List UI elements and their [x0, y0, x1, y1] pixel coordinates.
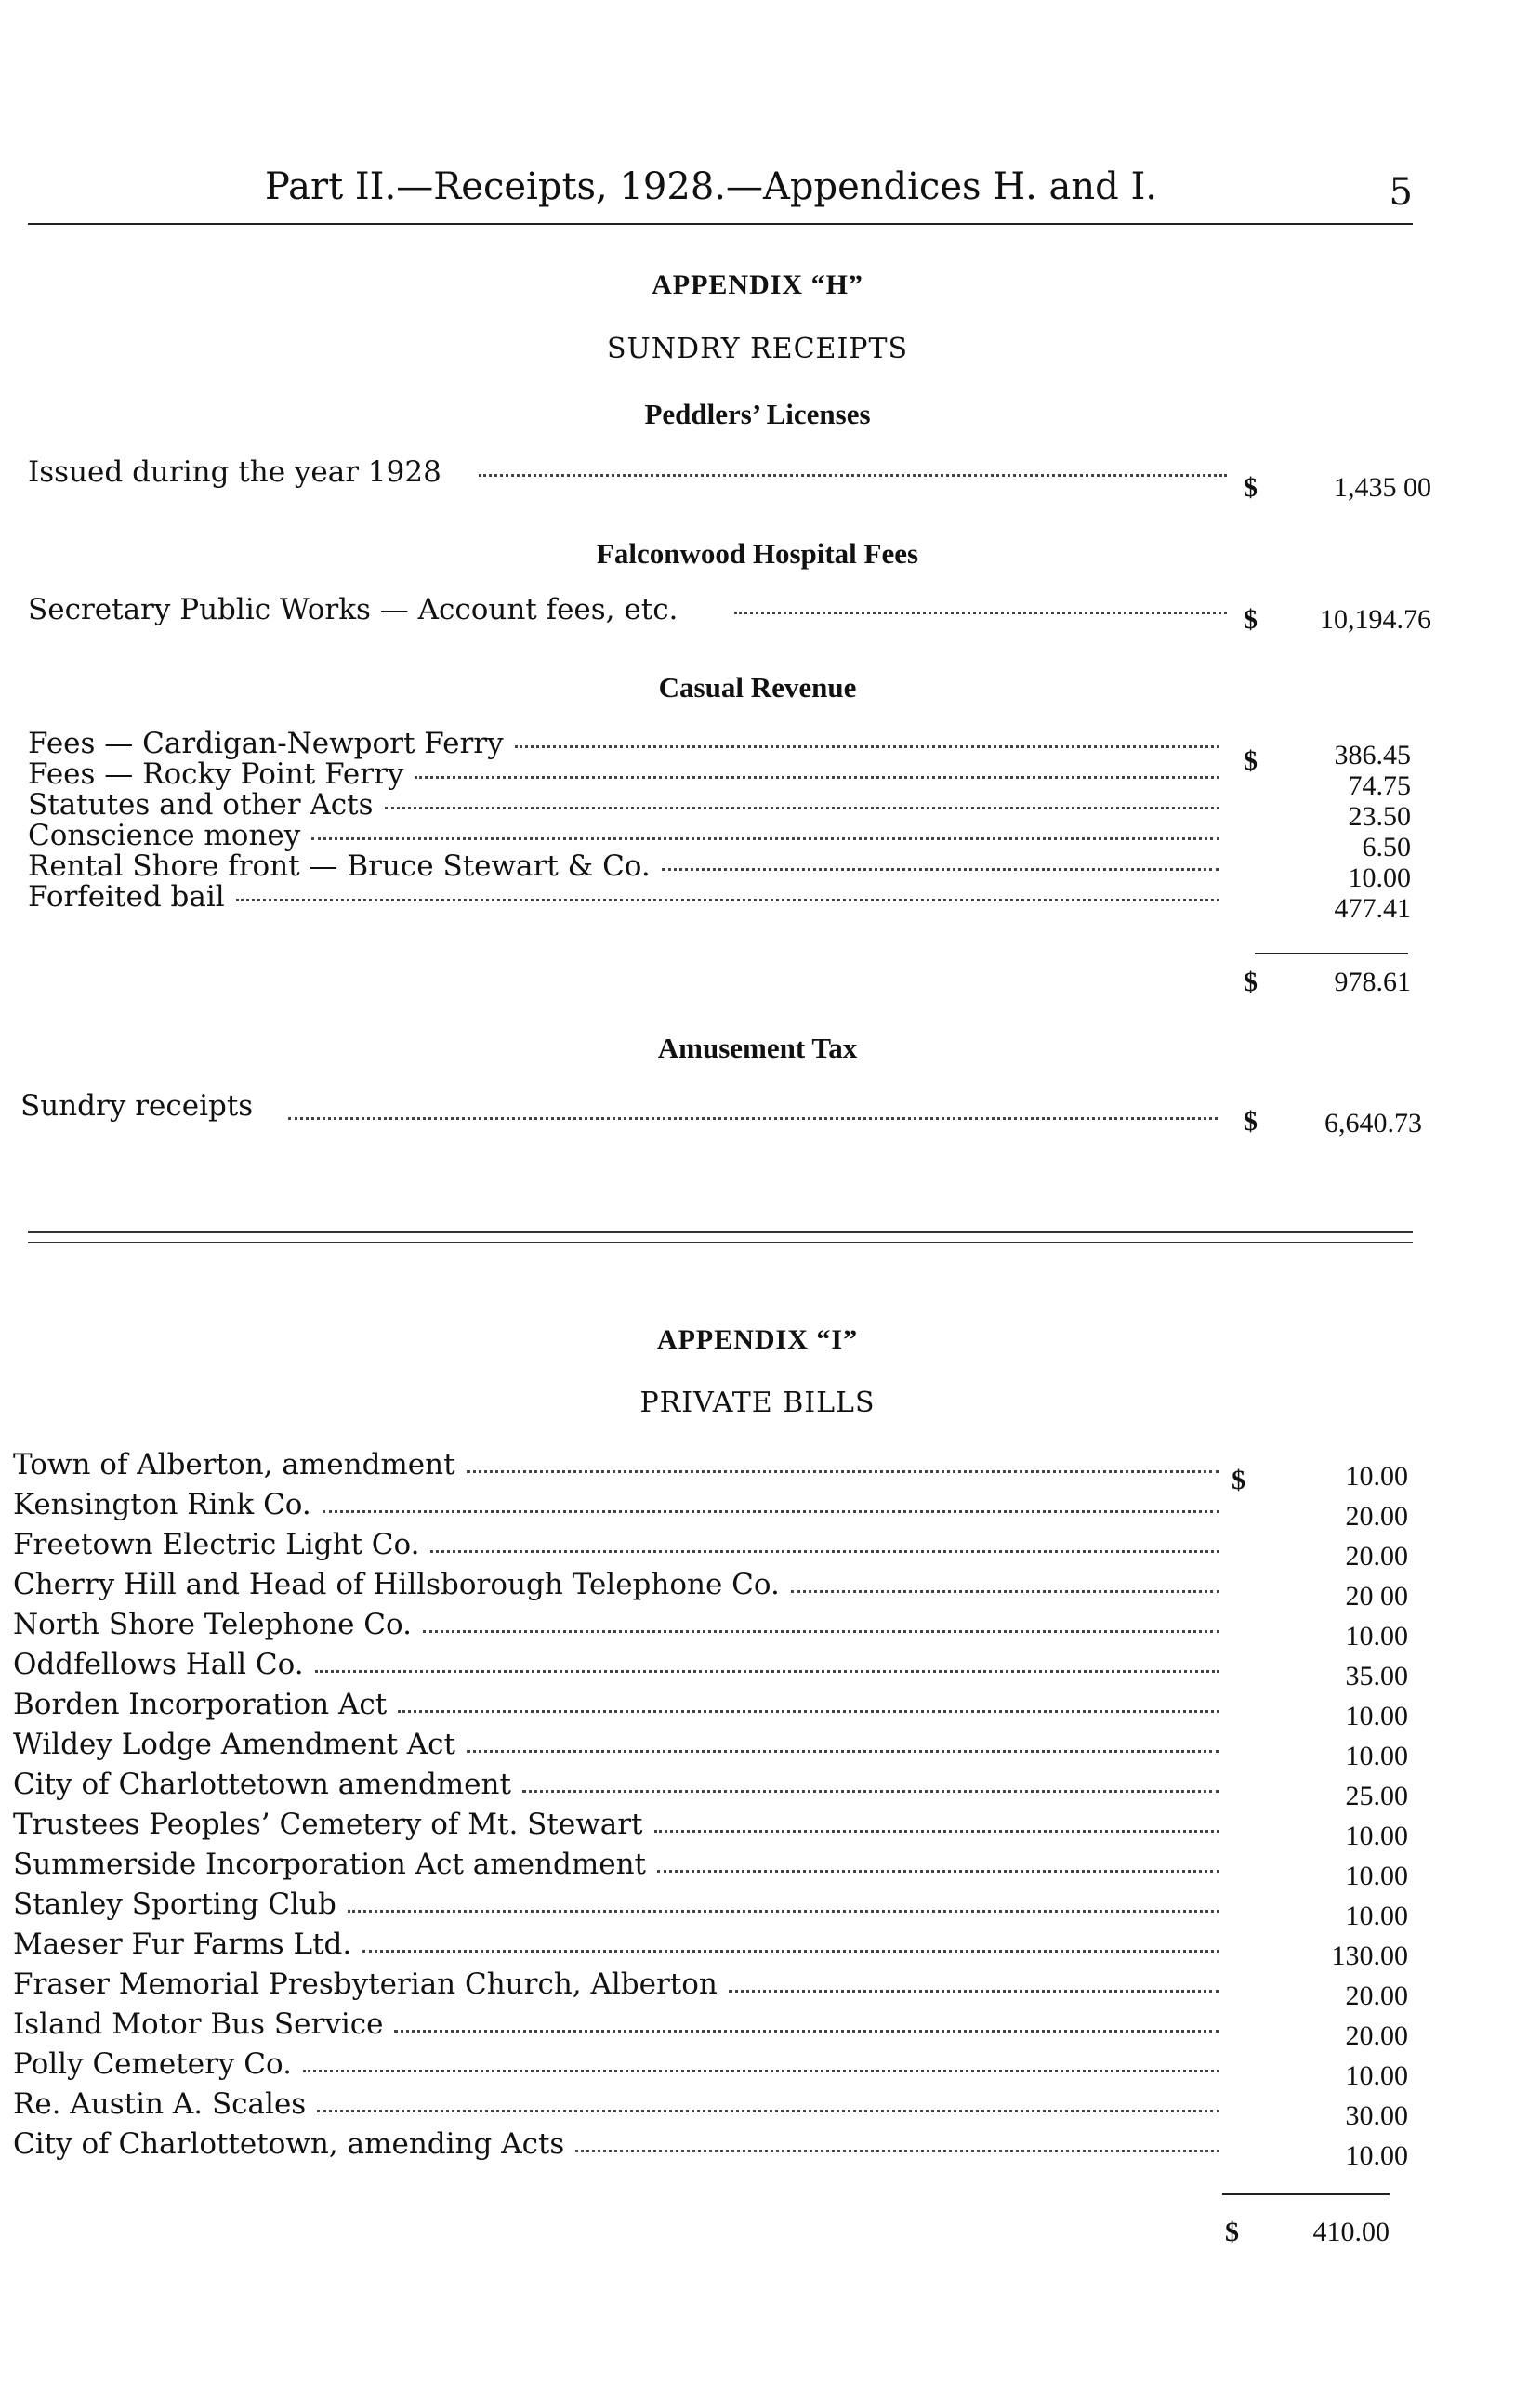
peddlers-row: [0, 455, 1515, 503]
private-bill-amount: 10.00: [1345, 1901, 1408, 1931]
bills-sum-rule: [1222, 2193, 1390, 2195]
leader-dots: [398, 1710, 1219, 1713]
casual-revenue-amount: 74.75: [1348, 770, 1411, 801]
leader-dots: [467, 1750, 1219, 1753]
currency-symbol: $: [1244, 967, 1258, 997]
peddlers-heading: Peddlers’ Licenses: [644, 398, 871, 430]
private-bill-row: [0, 1528, 1515, 1572]
casual-total-row: [0, 967, 1515, 1007]
private-bill-row: [0, 1648, 1515, 1689]
header-rule: [28, 223, 1413, 225]
leader-dots: [479, 474, 1227, 477]
casual-revenue-label: Fees — Cardigan-Newport Ferry: [28, 727, 504, 760]
bills-total: 410.00: [1312, 2217, 1390, 2247]
private-bill-amount: 10.00: [1345, 2140, 1408, 2171]
appendix-i-heading: APPENDIX “I”: [656, 1324, 859, 1355]
leader-dots: [654, 1830, 1219, 1833]
leader-dots: [303, 2070, 1219, 2072]
falconwood-heading: Falconwood Hospital Fees: [596, 537, 919, 570]
casual-heading: Casual Revenue: [658, 671, 857, 704]
casual-revenue-amount: 386.45: [1334, 740, 1411, 770]
currency-symbol: $: [1244, 472, 1258, 503]
leader-dots: [394, 2030, 1219, 2033]
private-bill-amount: 10.00: [1345, 1821, 1408, 1851]
header-title: Part II.—Receipts, 1928.—Appendices H. and I.: [265, 165, 1157, 208]
private-bill-amount: 10.00: [1345, 1701, 1408, 1731]
leader-dots: [348, 1910, 1219, 1913]
falconwood-row: [0, 593, 1515, 634]
section-divider: [28, 1231, 1413, 1233]
private-bill-row: [0, 1848, 1515, 1891]
amusement-amount: 6,640.73: [1324, 1108, 1422, 1138]
private-bill-row: [0, 2087, 1515, 2131]
private-bill-label: Borden Incorporation Act: [13, 1688, 388, 1721]
private-bill-row: [0, 1728, 1515, 1769]
private-bill-label: City of Charlottetown, amending Acts: [13, 2127, 565, 2161]
private-bill-label: Stanley Sporting Club: [13, 1888, 336, 1921]
casual-revenue-amount: 477.41: [1334, 893, 1411, 924]
private-bill-label: Cherry Hill and Head of Hillsborough Telephone Co.: [13, 1568, 780, 1601]
casual-revenue-label: Statutes and other Acts: [28, 788, 374, 822]
leader-dots: [657, 1870, 1219, 1873]
appendix-i-title: PRIVATE BILLS: [639, 1387, 876, 1419]
casual-sum-rule: [1255, 953, 1408, 954]
section-divider: [28, 1242, 1413, 1243]
private-bill-label: Island Motor Bus Service: [13, 2007, 384, 2041]
casual-revenue-amount: 10.00: [1348, 862, 1411, 893]
leader-dots: [317, 2110, 1219, 2112]
amusement-label: Sundry receipts: [20, 1089, 254, 1123]
appendix-h-heading: APPENDIX “H”: [652, 270, 863, 300]
page-number: 5: [1389, 171, 1413, 214]
private-bill-row: [0, 2007, 1515, 2051]
private-bill-amount: 130.00: [1331, 1941, 1408, 1971]
leader-dots: [430, 1550, 1219, 1553]
currency-symbol: $: [1244, 1106, 1258, 1137]
private-bill-label: Re. Austin A. Scales: [13, 2087, 307, 2121]
casual-revenue-amount-row: [0, 893, 1515, 934]
leader-dots: [729, 1990, 1219, 1993]
private-bill-amount: 10.00: [1345, 1741, 1408, 1771]
private-bill-amount: 30.00: [1345, 2100, 1408, 2131]
currency-symbol: $: [1232, 1465, 1245, 1495]
peddlers-label: Issued during the year 1928: [28, 455, 441, 489]
private-bill-row: [0, 1688, 1515, 1729]
private-bill-label: Maeser Fur Farms Ltd.: [13, 1928, 352, 1961]
private-bill-amount: 10.00: [1345, 2060, 1408, 2091]
leader-dots: [734, 612, 1227, 614]
casual-revenue-amount: 6.50: [1362, 832, 1411, 862]
casual-revenue-label: Fees — Rocky Point Ferry: [28, 757, 404, 791]
private-bill-row: [0, 1928, 1515, 1971]
private-bill-label: Summerside Incorporation Act amendment: [13, 1848, 647, 1881]
private-bill-amount: 20.00: [1345, 2020, 1408, 2051]
bills-total-row: [0, 2217, 1515, 2257]
leader-dots: [522, 1790, 1219, 1793]
appendix-h-title: SUNDRY RECEIPTS: [606, 333, 909, 365]
leader-dots: [323, 1510, 1219, 1513]
private-bill-label: Freetown Electric Light Co.: [13, 1528, 420, 1561]
peddlers-amount: 1,435 00: [1334, 472, 1431, 503]
private-bill-amount: 20 00: [1345, 1581, 1408, 1612]
private-bill-row: [0, 1888, 1515, 1931]
leader-dots: [575, 2150, 1219, 2152]
private-bill-label: Wildey Lodge Amendment Act: [13, 1728, 456, 1761]
amusement-row: [0, 1089, 1515, 1138]
private-bill-amount: 20.00: [1345, 1541, 1408, 1572]
private-bill-label: Town of Alberton, amendment: [13, 1448, 455, 1481]
private-bill-label: City of Charlottetown amendment: [13, 1768, 511, 1801]
private-bill-row: [0, 1808, 1515, 1849]
casual-revenue-label: Forfeited bail: [28, 880, 225, 914]
private-bill-amount: 20.00: [1345, 1501, 1408, 1532]
casual-total: 978.61: [1334, 967, 1411, 997]
private-bill-amount: 25.00: [1345, 1781, 1408, 1811]
falconwood-label: Secretary Public Works — Account fees, etc.: [28, 593, 678, 626]
leader-dots: [423, 1630, 1219, 1633]
private-bill-label: Polly Cemetery Co.: [13, 2047, 292, 2081]
private-bill-amount: 35.00: [1345, 1661, 1408, 1691]
casual-revenue-amount: 23.50: [1348, 801, 1411, 832]
private-bill-row: [0, 1568, 1515, 1612]
private-bill-row: [0, 1608, 1515, 1649]
currency-symbol: $: [1244, 745, 1258, 776]
amusement-heading: Amusement Tax: [657, 1032, 858, 1064]
private-bill-label: North Shore Telephone Co.: [13, 1608, 412, 1641]
leader-dots: [791, 1590, 1219, 1593]
private-bill-label: Oddfellows Hall Co.: [13, 1648, 304, 1681]
currency-symbol: $: [1244, 604, 1258, 635]
casual-revenue-label: Conscience money: [28, 819, 301, 852]
casual-revenue-label: Rental Shore front — Bruce Stewart & Co.: [28, 849, 651, 883]
private-bill-label: Trustees Peoples’ Cemetery of Mt. Stewart: [13, 1808, 643, 1841]
private-bill-row: [0, 1768, 1515, 1809]
private-bill-amount: 10.00: [1345, 1621, 1408, 1651]
private-bill-row: [0, 1967, 1515, 2011]
leader-dots: [362, 1950, 1219, 1953]
leader-dots: [315, 1670, 1219, 1673]
private-bill-label: Kensington Rink Co.: [13, 1488, 311, 1521]
falconwood-amount: 10,194.76: [1320, 604, 1431, 635]
private-bill-amount: 20.00: [1345, 1980, 1408, 2011]
currency-symbol: $: [1225, 2217, 1239, 2247]
private-bill-label: Fraser Memorial Presbyterian Church, Alberton: [13, 1967, 718, 2001]
leader-dots: [288, 1117, 1218, 1120]
private-bill-row: [0, 2127, 1515, 2171]
private-bill-amount: 10.00: [1345, 1861, 1408, 1891]
bills-currency-row: [0, 1457, 1515, 1498]
running-header: [265, 158, 1413, 223]
casual-currency-row: [0, 740, 1515, 781]
private-bill-row: [0, 2047, 1515, 2091]
private-bill-amount: 10.00: [1345, 1461, 1408, 1492]
